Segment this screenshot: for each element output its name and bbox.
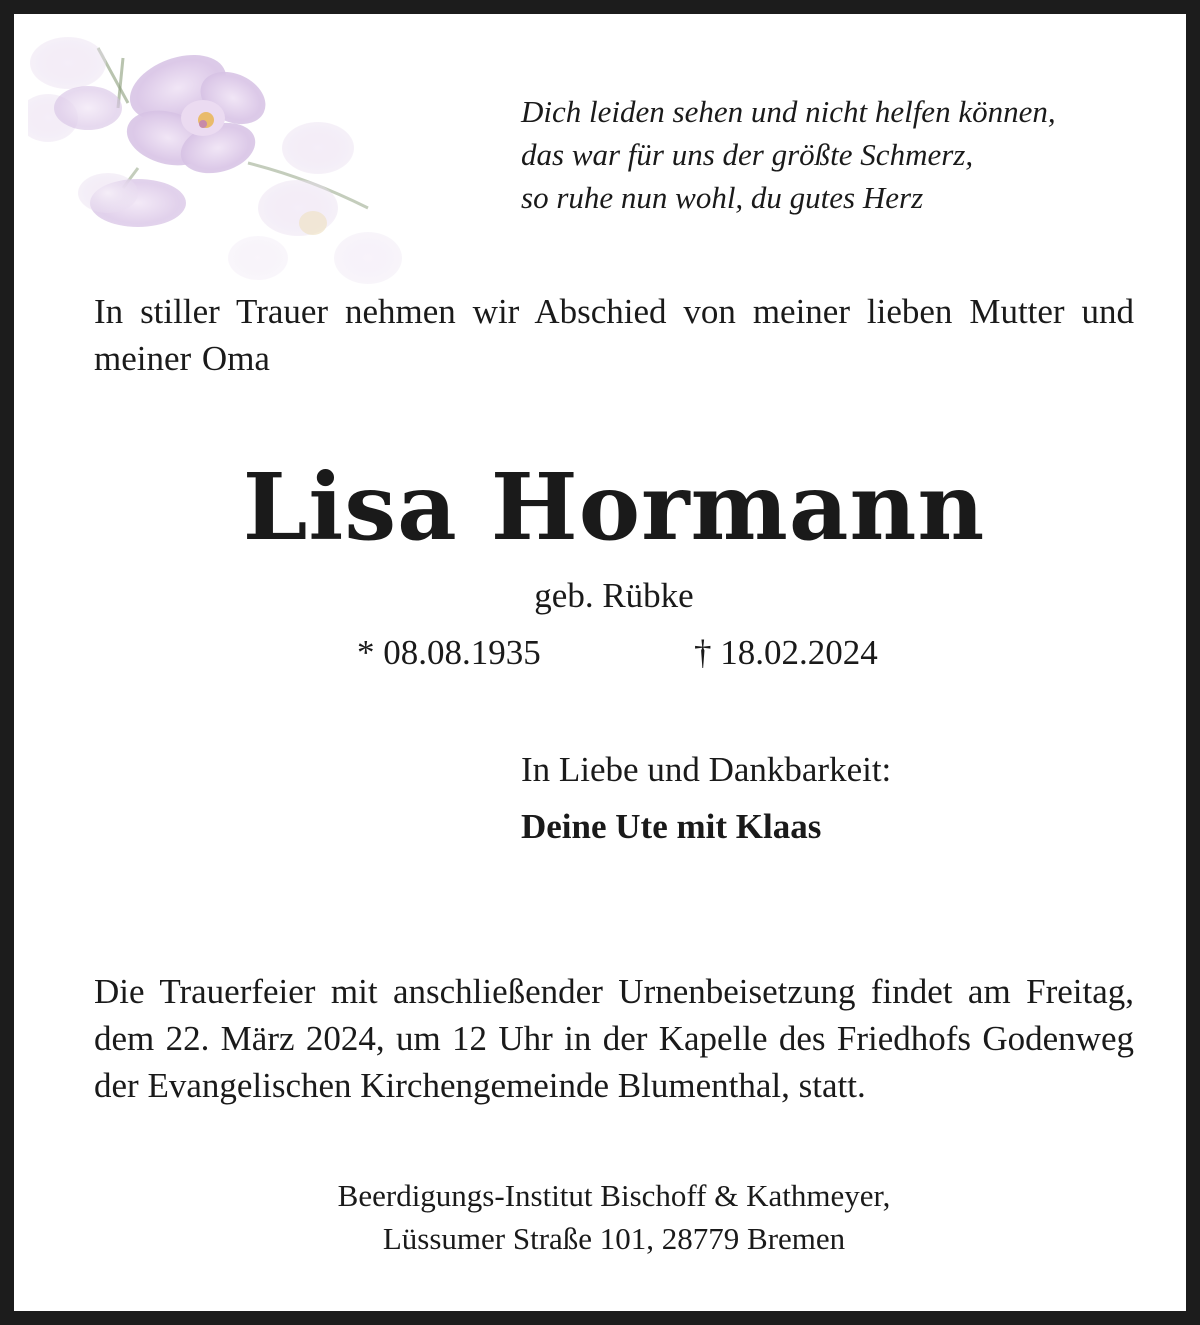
death-date: † 18.02.2024 — [694, 633, 878, 672]
signers: Deine Ute mit Klaas — [521, 807, 822, 846]
intro-text: In stiller Trauer nehmen wir Abschied von meiner lieben Mutter und meiner Oma — [94, 292, 1134, 378]
verse-line: das war für uns der größte Schmerz, — [521, 137, 974, 172]
undertaker-name: Beerdigungs-Institut Bischoff & Kathmeyer, — [337, 1178, 891, 1213]
deceased-name: Lisa Hormann — [242, 453, 986, 561]
ceremony-text: Die Trauerfeier mit anschließender Urnenbeisetzung findet am Freitag, dem 22. März 2024, um 12 Uhr in der Kapelle des Friedhofs Godenweg der Evangelischen Kirchengemeinde Blumenthal, statt. — [94, 972, 1134, 1105]
birth-date: * 08.08.1935 — [357, 633, 541, 672]
undertaker-address: Lüssumer Straße 101, 28779 Bremen — [382, 1221, 846, 1256]
undertaker — [14, 1174, 1200, 1260]
verse-line: Dich leiden sehen und nicht helfen können, — [521, 94, 1056, 129]
thanks-line: In Liebe und Dankbarkeit: — [521, 750, 892, 789]
verse — [521, 90, 1161, 219]
birth-name: geb. Rübke — [534, 576, 694, 615]
verse-line: so ruhe nun wohl, du gutes Herz — [521, 180, 924, 215]
orchid-flower-icon — [28, 28, 418, 298]
